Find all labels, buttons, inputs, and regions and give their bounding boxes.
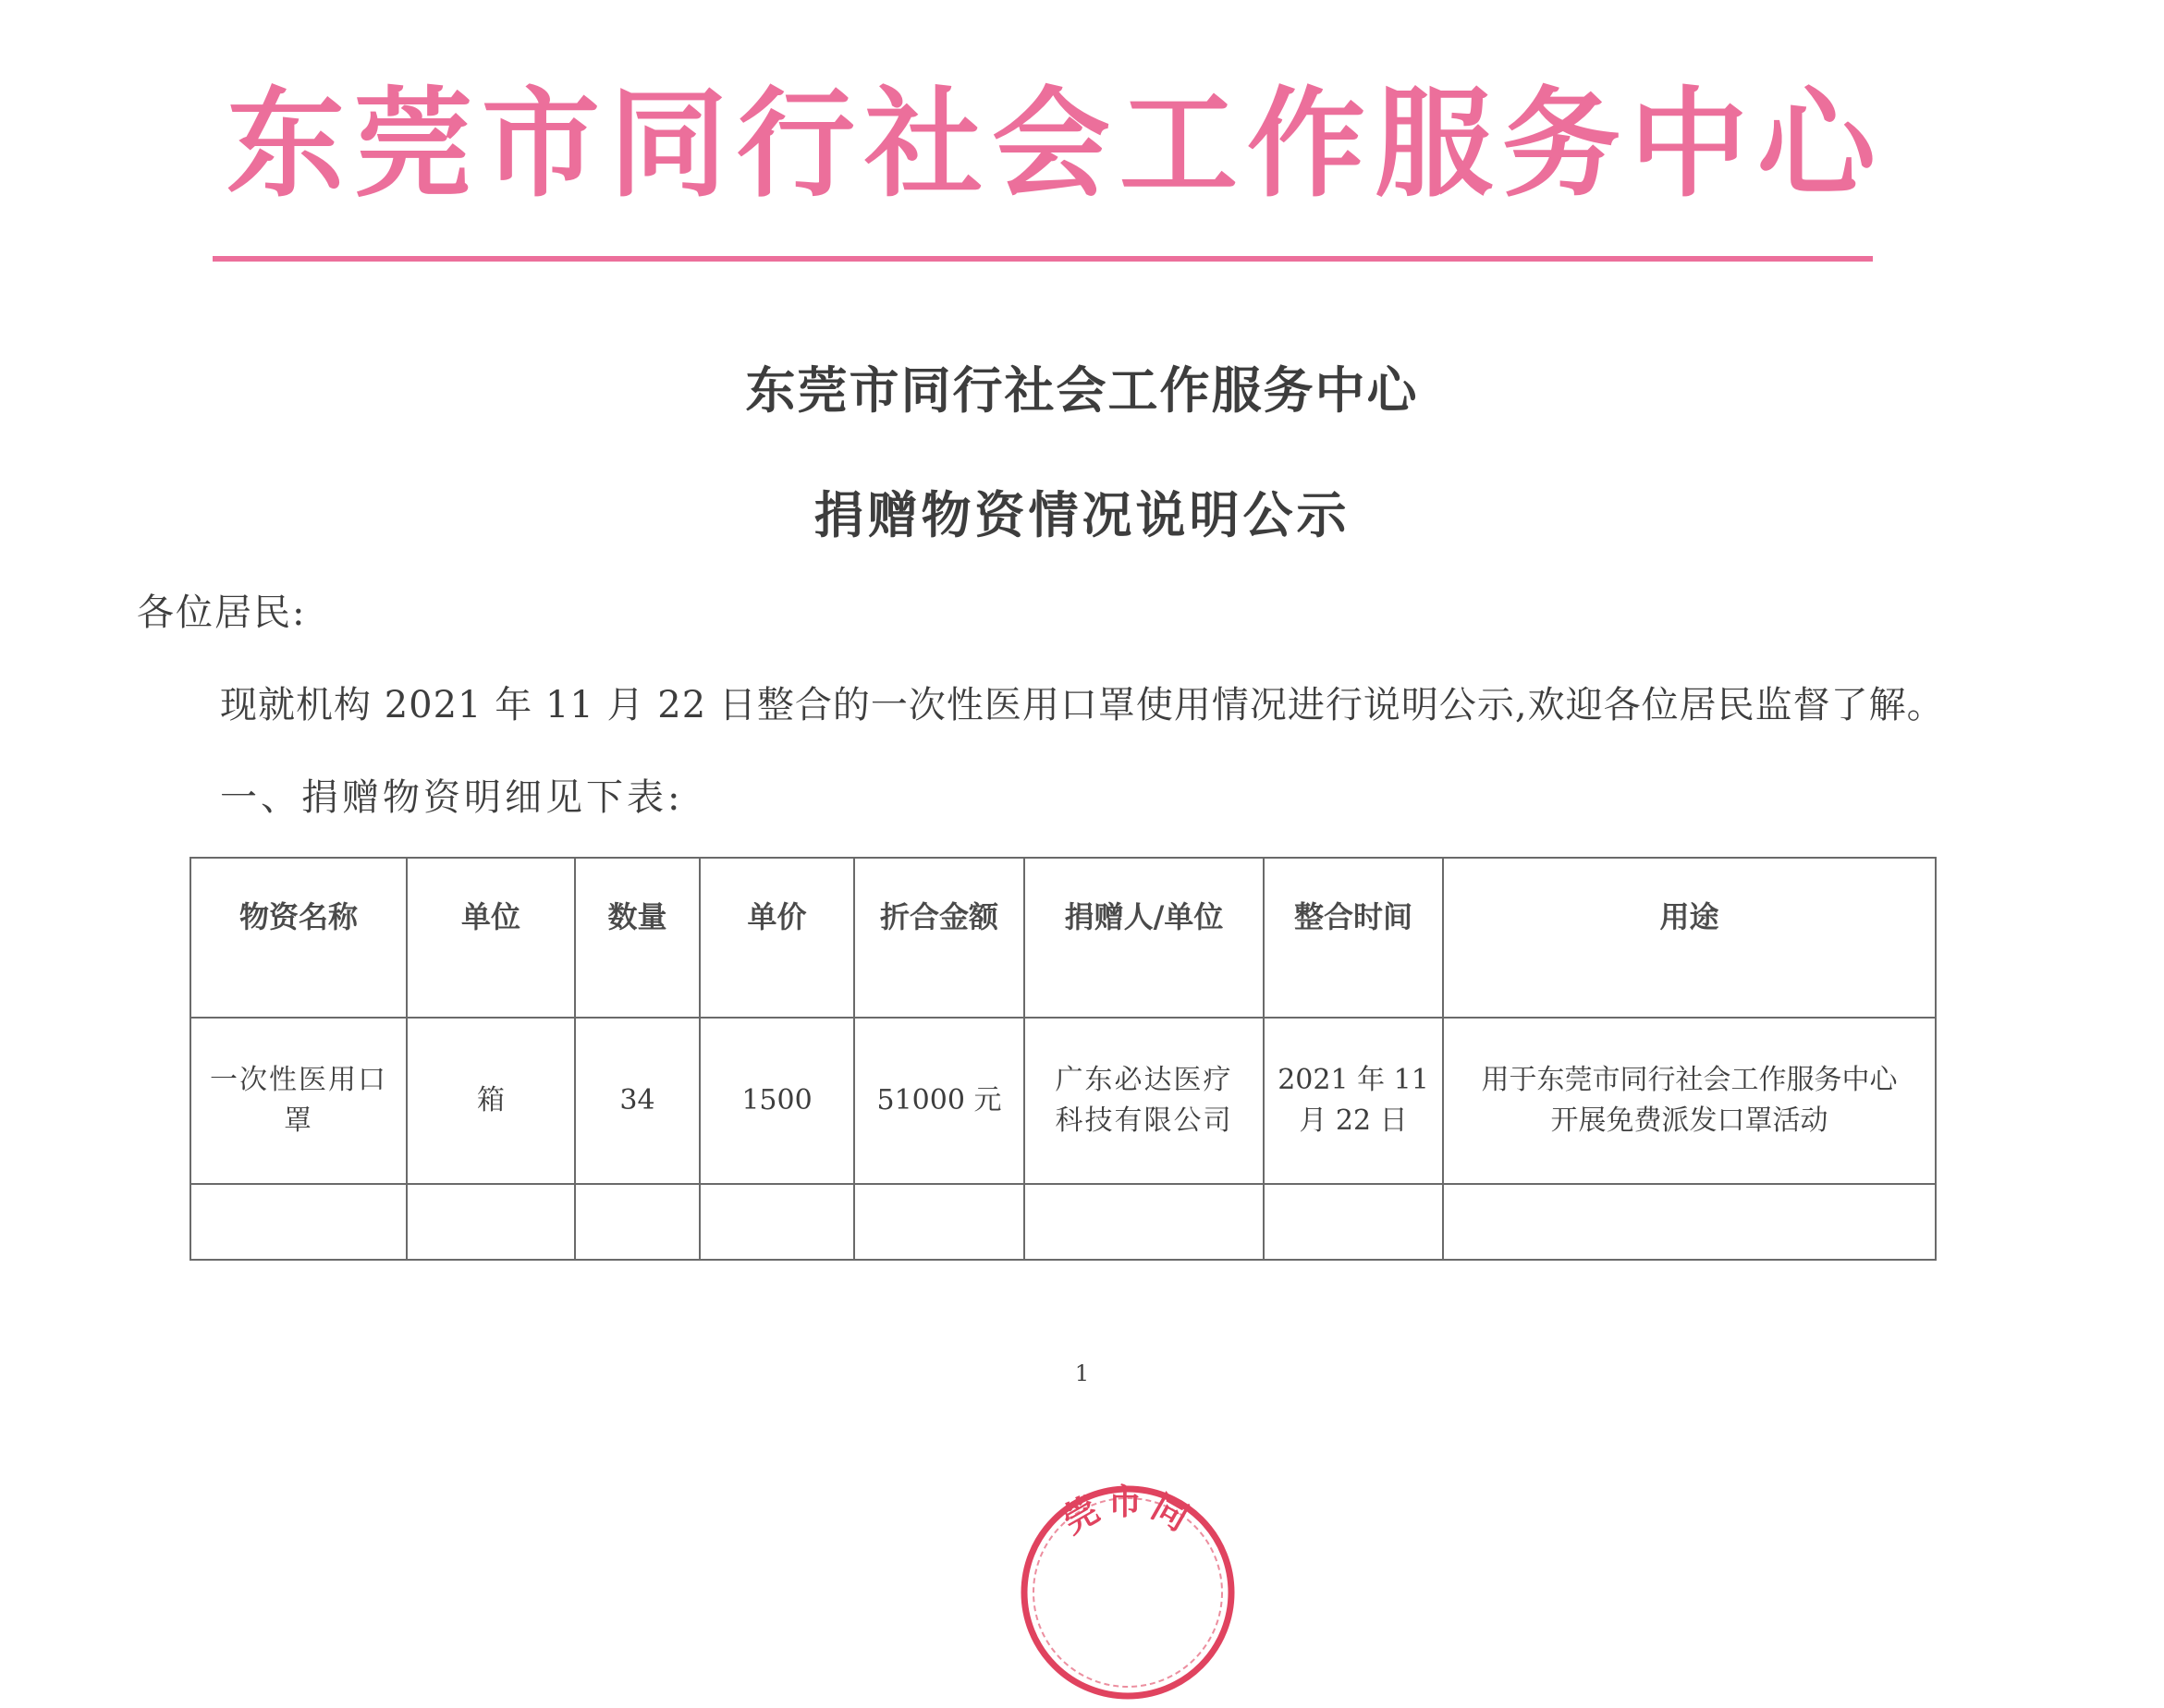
empty-cell bbox=[854, 1184, 1024, 1260]
donor-line1: 广东必达医疗 bbox=[1055, 1064, 1233, 1096]
table-header-cell: 整合时间 bbox=[1264, 858, 1443, 1018]
empty-cell bbox=[407, 1184, 575, 1260]
page-number: 1 bbox=[1074, 1360, 1090, 1386]
document-title-line1: 东莞市同行社会工作服务中心 bbox=[745, 361, 1419, 420]
empty-cell bbox=[575, 1184, 700, 1260]
seal-text: 莞市同 bbox=[1055, 1482, 1201, 1542]
item-name-cell bbox=[190, 1018, 407, 1184]
svg-text:莞市同 bbox=[1055, 1482, 1200, 1542]
letterhead-divider bbox=[213, 256, 1873, 262]
letterhead-org-name: 东莞市同行社会工作服务中心 bbox=[226, 76, 1886, 214]
letterhead bbox=[0, 37, 2164, 250]
table-header-cell: 用途 bbox=[1443, 858, 1936, 1018]
empty-cell bbox=[1264, 1184, 1443, 1260]
date-line1: 2021 年 11 bbox=[1278, 1064, 1429, 1096]
table-header-cell: 数量 bbox=[575, 858, 700, 1018]
salutation: 各位居民: bbox=[137, 592, 307, 634]
date-cell bbox=[1264, 1018, 1443, 1184]
donor-line2: 科技有限公司 bbox=[1055, 1104, 1233, 1137]
item-name-line2: 罩 bbox=[284, 1104, 313, 1137]
document-title-line2: 捐赠物资情况说明公示 bbox=[813, 486, 1351, 544]
table-row bbox=[190, 1018, 1936, 1184]
date-line2: 月 22 日 bbox=[1299, 1104, 1408, 1137]
empty-cell bbox=[190, 1184, 407, 1260]
intro-paragraph: 现就机构 2021 年 11 月 22 日整合的一次性医用口罩使用情况进行说明公示,欢迎各位居民监督了解。 bbox=[220, 684, 1945, 726]
donation-table bbox=[190, 857, 1937, 1261]
donor-cell bbox=[1024, 1018, 1264, 1184]
official-seal bbox=[1012, 1477, 1243, 1708]
table-header-cell: 单位 bbox=[407, 858, 575, 1018]
amount-cell: 51000 元 bbox=[854, 1018, 1024, 1184]
table-header-cell: 单价 bbox=[700, 858, 854, 1018]
purpose-line1: 用于东莞市同行社会工作服务中心 bbox=[1481, 1064, 1898, 1096]
table-row-empty bbox=[190, 1184, 1936, 1260]
section-heading: 一、捐赠物资明细见下表: bbox=[220, 776, 684, 819]
empty-cell bbox=[1443, 1184, 1936, 1260]
table-header-cell: 物资名称 bbox=[190, 858, 407, 1018]
table-header-cell: 折合金额 bbox=[854, 858, 1024, 1018]
empty-cell bbox=[700, 1184, 854, 1260]
purpose-cell bbox=[1443, 1018, 1936, 1184]
unit-price-cell: 1500 bbox=[700, 1018, 854, 1184]
item-name-line1: 一次性医用口 bbox=[210, 1064, 387, 1096]
table-header-cell: 捐赠人/单位 bbox=[1024, 858, 1264, 1018]
empty-cell bbox=[1024, 1184, 1264, 1260]
unit-cell: 箱 bbox=[407, 1018, 575, 1184]
quantity-cell: 34 bbox=[575, 1018, 700, 1184]
purpose-line2: 开展免费派发口罩活动 bbox=[1550, 1104, 1828, 1137]
table-header-row bbox=[190, 858, 1936, 1018]
